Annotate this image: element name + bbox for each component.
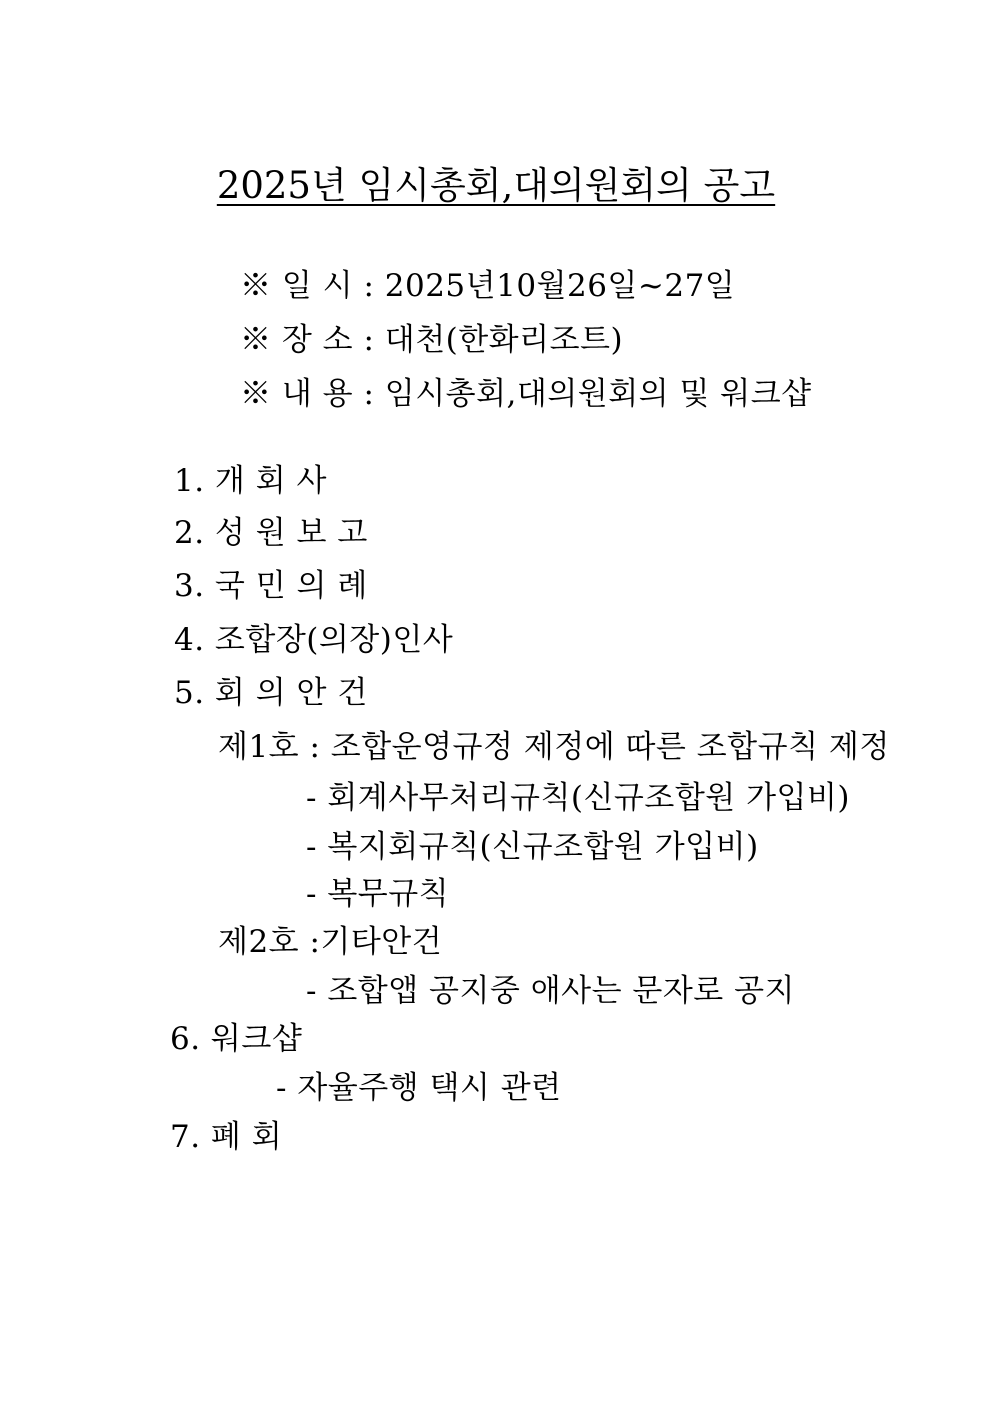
workshop-sub-autonomous-taxi: - 자율주행 택시 관련 — [276, 1070, 562, 1106]
motion-2: 제2호 :기타안건 — [218, 924, 443, 960]
motion-1-sub-welfare-rules: - 복지회규칙(신규조합원 가입비) — [306, 829, 759, 865]
info-content: ※ 내 용 : 임시총회,대의원회의 및 워크샵 — [240, 376, 812, 412]
motion-1-sub-service-rules: - 복무규칙 — [306, 876, 450, 912]
motion-1-sub-accounting-rules: - 회계사무처리규칙(신규조합원 가입비) — [306, 780, 851, 816]
document-title — [0, 162, 992, 210]
motion-1: 제1호 : 조합운영규정 제정에 따른 조합규칙 제정 — [218, 729, 890, 765]
info-date: ※ 일 시 : 2025년10월26일~27일 — [240, 268, 736, 304]
agenda-item-opening-address: 1. 개 회 사 — [174, 463, 327, 499]
info-place: ※ 장 소 : 대천(한화리조트) — [240, 322, 624, 358]
agenda-item-quorum-report: 2. 성 원 보 고 — [174, 515, 368, 551]
agenda-item-chair-greeting: 4. 조합장(의장)인사 — [174, 622, 454, 658]
agenda-item-meeting-agenda: 5. 회 의 안 건 — [174, 675, 368, 711]
agenda-item-closing: 7. 폐 회 — [170, 1119, 283, 1155]
agenda-item-national-ceremony: 3. 국 민 의 례 — [174, 568, 368, 604]
document-title-text: 2025년 임시총회,대의원회의 공고 — [216, 164, 776, 207]
motion-2-sub-app-notice: - 조합앱 공지중 애사는 문자로 공지 — [306, 973, 795, 1009]
agenda-item-workshop: 6. 워크샵 — [170, 1021, 303, 1057]
